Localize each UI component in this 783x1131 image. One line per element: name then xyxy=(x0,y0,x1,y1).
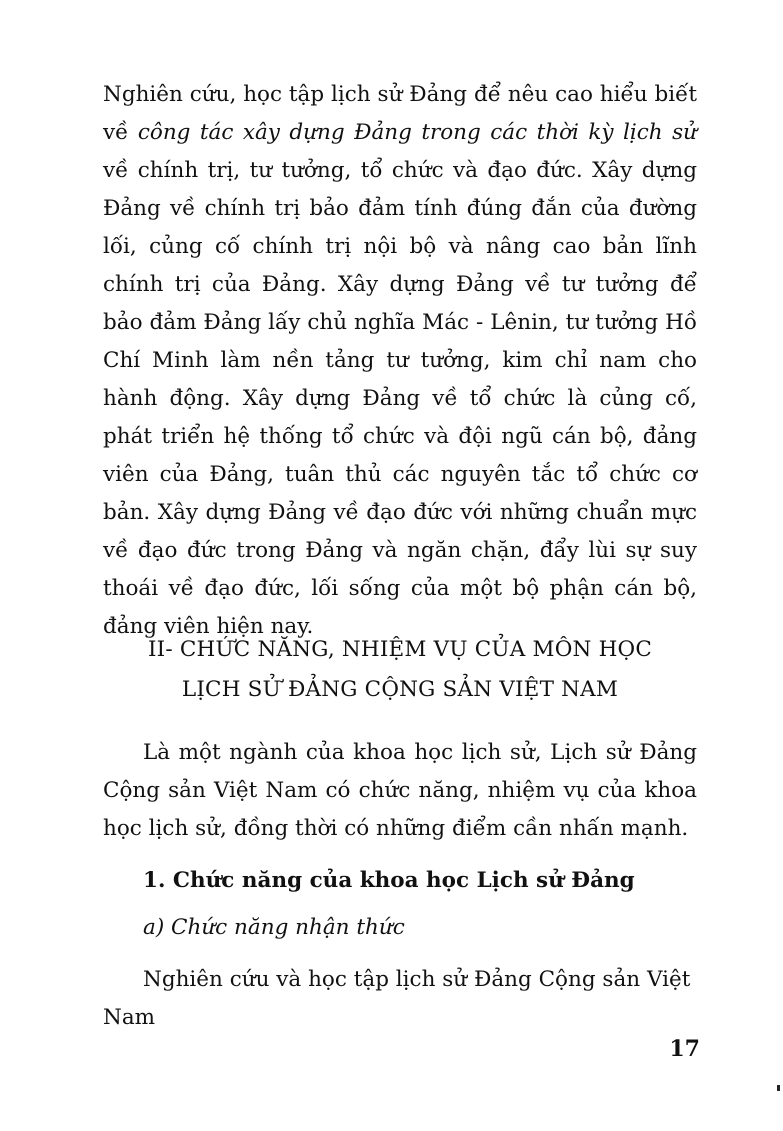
page-number: 17 xyxy=(669,1036,700,1062)
sub-subsection-heading: a) Chức năng nhận thức xyxy=(143,915,405,940)
scan-edge-mark xyxy=(777,1085,780,1091)
paragraph-function-intro: Là một ngành của khoa học lịch sử, Lịch sử Đảng Cộng sản Việt Nam có chức năng, nhiệm vụ của khoa học lịch sử, đồng thời có những điểm cần nhấn mạnh. xyxy=(103,740,697,841)
paragraph-1-italic-phrase: công tác xây dựng Đảng trong các thời kỳ lịch sử xyxy=(137,120,697,145)
subsection-heading: 1. Chức năng của khoa học Lịch sử Đảng xyxy=(143,868,635,893)
paragraph-party-building xyxy=(103,76,697,646)
paragraph-cognitive-function: Nghiên cứu và học tập lịch sử Đảng Cộng sản Việt Nam xyxy=(103,967,691,1030)
paragraph-1-rest: về chính trị, tư tưởng, tổ chức và đạo đức. Xây dựng Đảng về chính trị bảo đảm tính đúng đắn của đường lối, củng cố chính trị nội bộ và nâng cao bản lĩnh chính trị của Đảng. Xây dựng Đảng về tư tưởng để bảo đảm Đảng lấy chủ nghĩa Mác - Lênin, tư tưởng Hồ Chí Minh làm nền tảng tư tưởng, kim chỉ nam cho hành động. Xây dựng Đảng về tổ chức là củng cố, phát triển hệ thống tổ chức và đội ngũ cán bộ, đảng viên của Đảng, tuân thủ các nguyên tắc tổ chức cơ bản. Xây dựng Đảng về đạo đức với những chuẩn mực về đạo đức trong Đảng và ngăn chặn, đẩy lùi sự suy thoái về đạo đức, lối sống của một bộ phận cán bộ, đảng viên hiện nay. xyxy=(103,158,697,639)
section-heading-line-1: II- CHỨC NĂNG, NHIỆM VỤ CỦA MÔN HỌC xyxy=(147,637,653,662)
paragraph-1-lead: Nghiên cứu, học tập lịch sử Đảng để nêu cao hiểu biết về xyxy=(103,82,697,145)
section-heading-line-2: LỊCH SỬ ĐẢNG CỘNG SẢN VIỆT NAM xyxy=(181,677,619,702)
section-heading xyxy=(103,630,697,710)
